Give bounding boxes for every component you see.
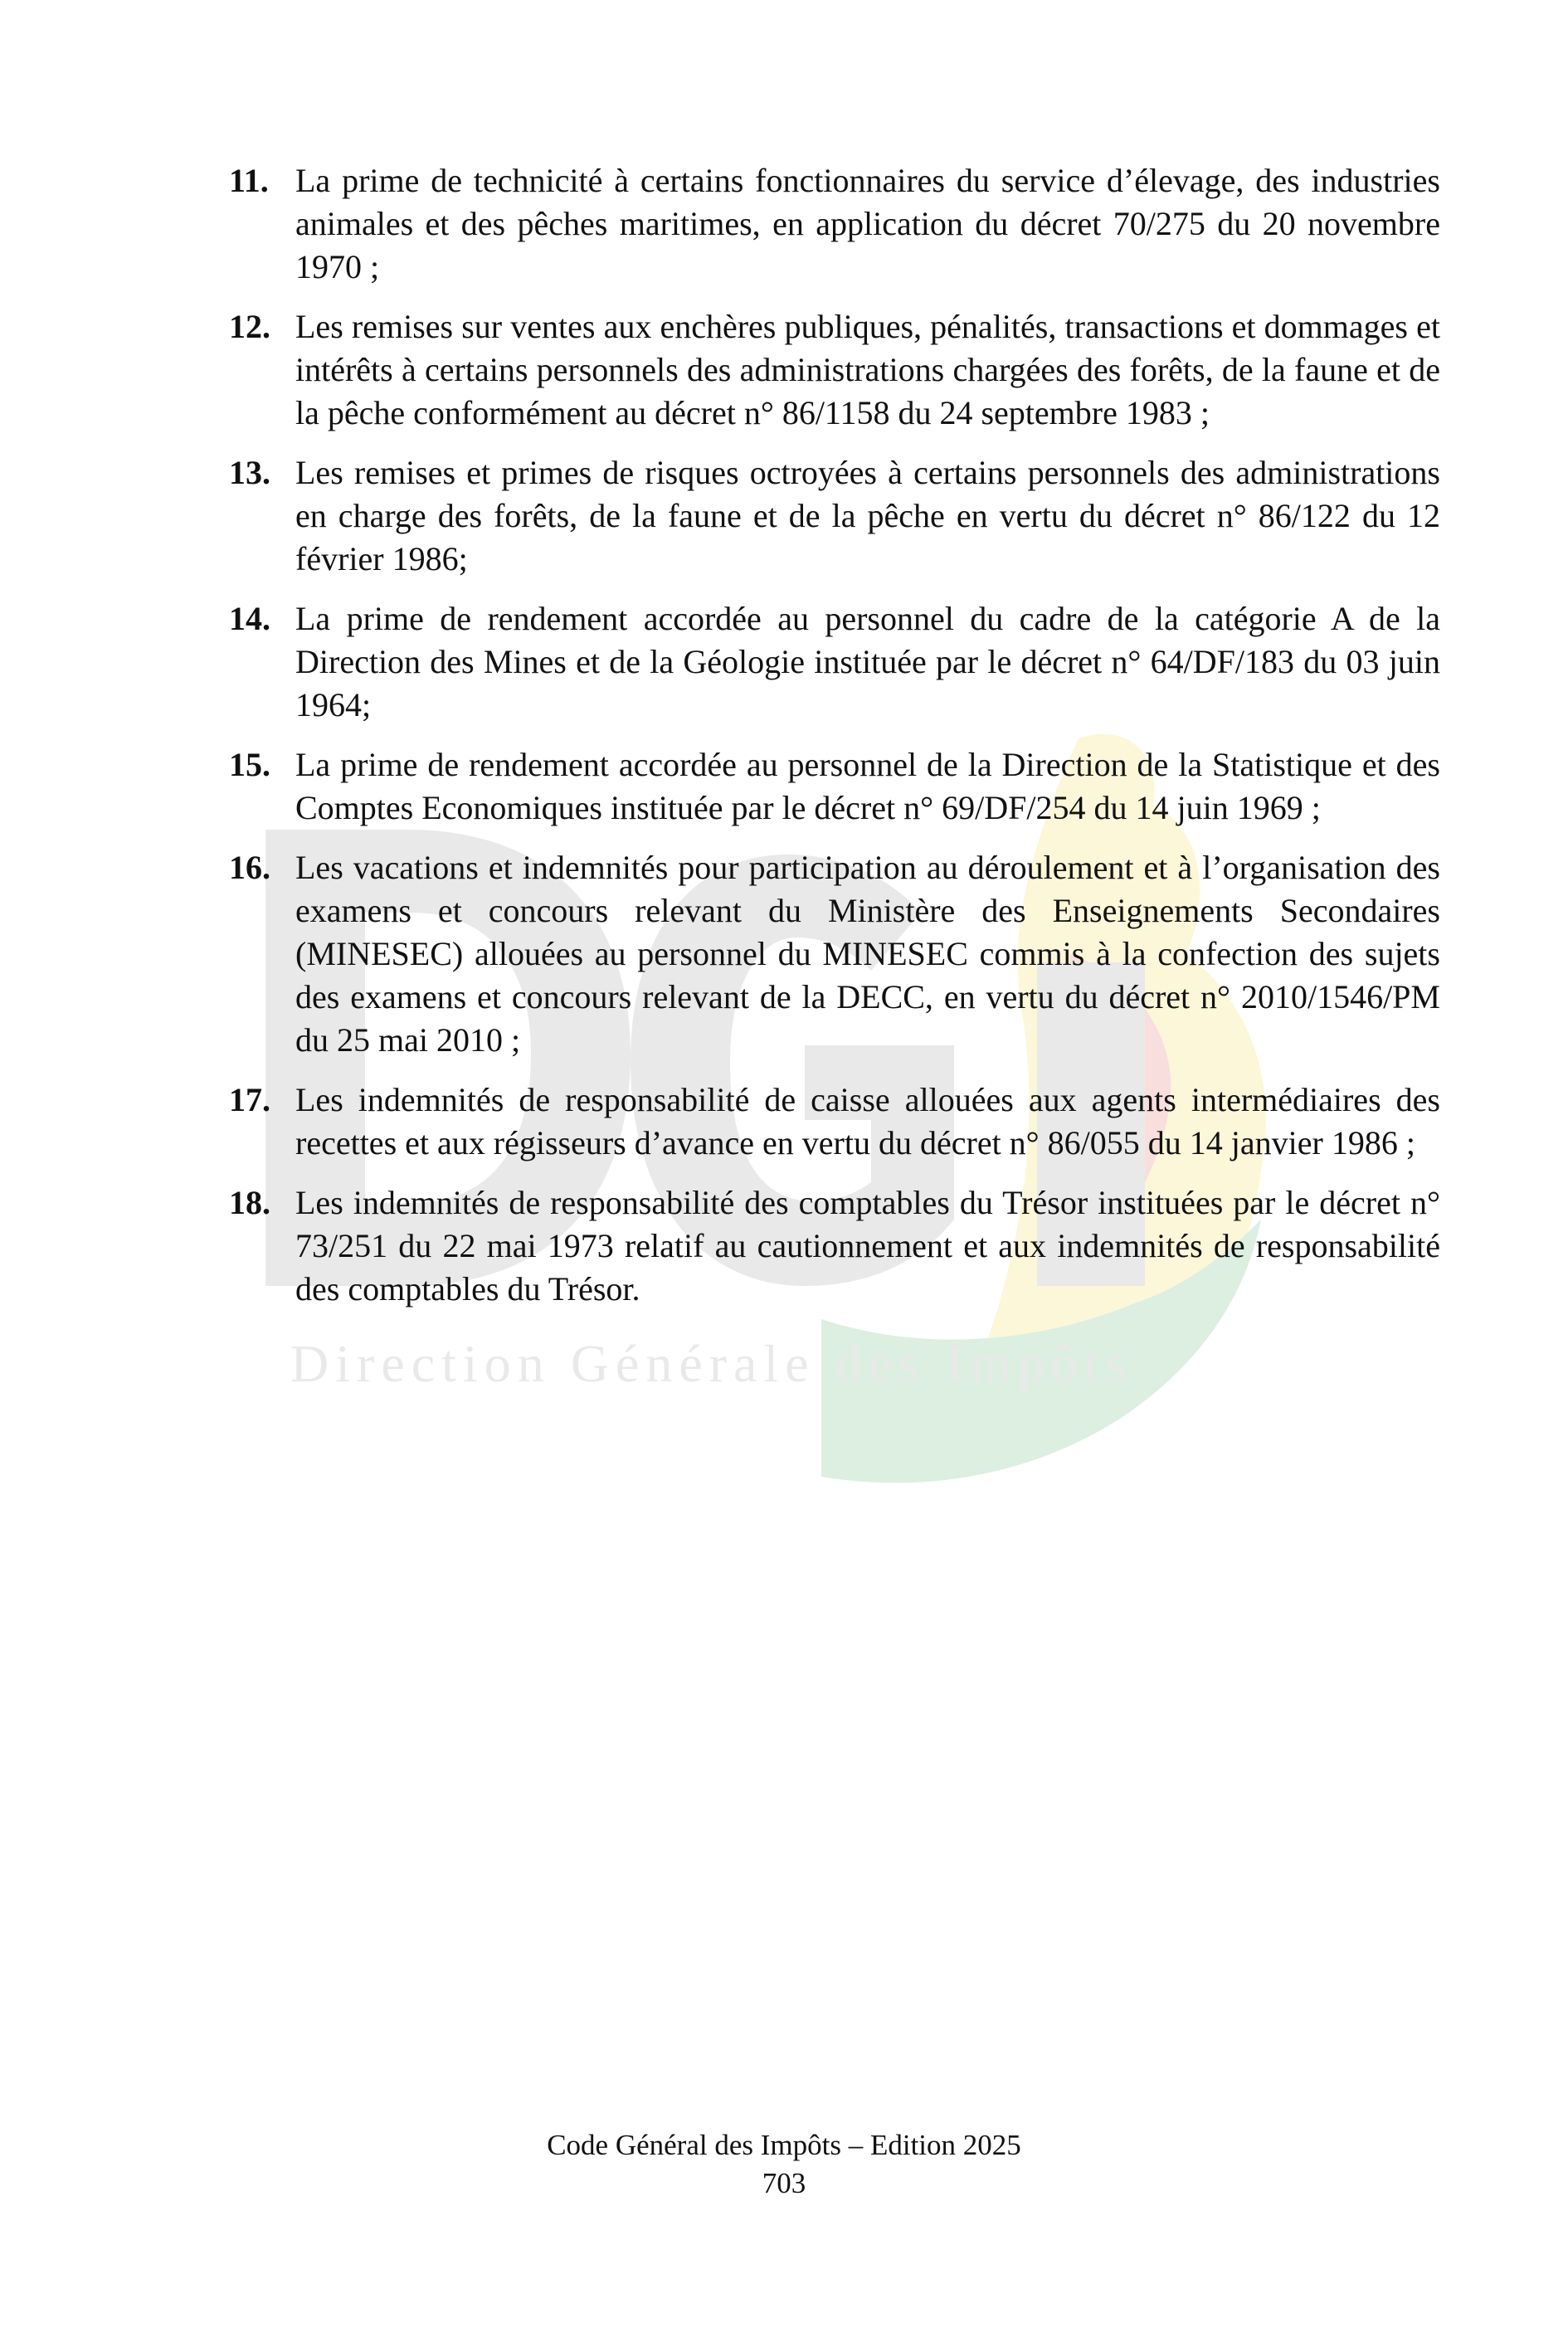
item-number: 14. [229, 600, 270, 637]
watermark-caption: Direction Générale des Impôts [290, 1334, 1133, 1393]
list-item [229, 451, 1440, 581]
item-text: Les remises et primes de risques octroyées à certains personnels des administrations en charge des forêts, de la faune et de la pêche en vertu du décret n° 86/122 du 12 février 1986; [295, 454, 1440, 577]
footer-title: Code Général des Impôts – Edition 2025 [547, 2129, 1021, 2161]
item-number: 16. [229, 849, 270, 886]
list-item [229, 597, 1440, 727]
item-number: 13. [229, 454, 270, 491]
list-item [229, 1079, 1440, 1165]
item-text: La prime de technicité à certains fonctionnaires du service d’élevage, des industries animales et des pêches maritimes, en application du décret 70/275 du 20 novembre 1970 ; [295, 162, 1440, 285]
item-text: La prime de rendement accordée au personnel du cadre de la catégorie A de la Direction des Mines et de la Géologie instituée par le décret n° 64/DF/183 du 03 juin 1964; [295, 600, 1440, 723]
item-number: 15. [229, 746, 270, 783]
item-number: 11. [229, 162, 269, 199]
list-item [229, 1181, 1440, 1311]
item-number: 18. [229, 1184, 270, 1221]
list-item [229, 305, 1440, 435]
item-text: La prime de rendement accordée au personnel de la Direction de la Statistique et des Comptes Economiques instituée par le décret n° 69/DF/254 du 14 juin 1969 ; [295, 746, 1440, 826]
item-text: Les indemnités de responsabilité de caisse allouées aux agents intermédiaires des recettes et aux régisseurs d’avance en vertu du décret n° 86/055 du 14 janvier 1986 ; [295, 1081, 1440, 1161]
page-number: 703 [762, 2167, 806, 2199]
numbered-list [229, 159, 1440, 1327]
list-item [229, 159, 1440, 289]
item-number: 12. [229, 308, 270, 345]
item-text: Les remises sur ventes aux enchères publiques, pénalités, transactions et dommages et intérêts à certains personnels des administrations chargées des forêts, de la faune et de la pêche conformément au décret n° 86/1158 du 24 septembre 1983 ; [295, 308, 1440, 431]
list-item [229, 846, 1440, 1062]
item-number: 17. [229, 1081, 270, 1118]
item-text: Les indemnités de responsabilité des comptables du Trésor instituées par le décret n° 73/251 du 22 mai 1973 relatif au cautionnement et aux indemnités de responsabilité des comptables du Trésor. [295, 1184, 1440, 1307]
item-text: Les vacations et indemnités pour participation au déroulement et à l’organisation des examens et concours relevant du Ministère des Enseignements Secondaires (MINESEC) allouées au personnel du MINESEC commis à la confection des sujets des examens et concours relevant de la DECC, en vertu du décret n° 2010/1546/PM du 25 mai 2010 ; [295, 849, 1440, 1059]
list-item [229, 743, 1440, 830]
